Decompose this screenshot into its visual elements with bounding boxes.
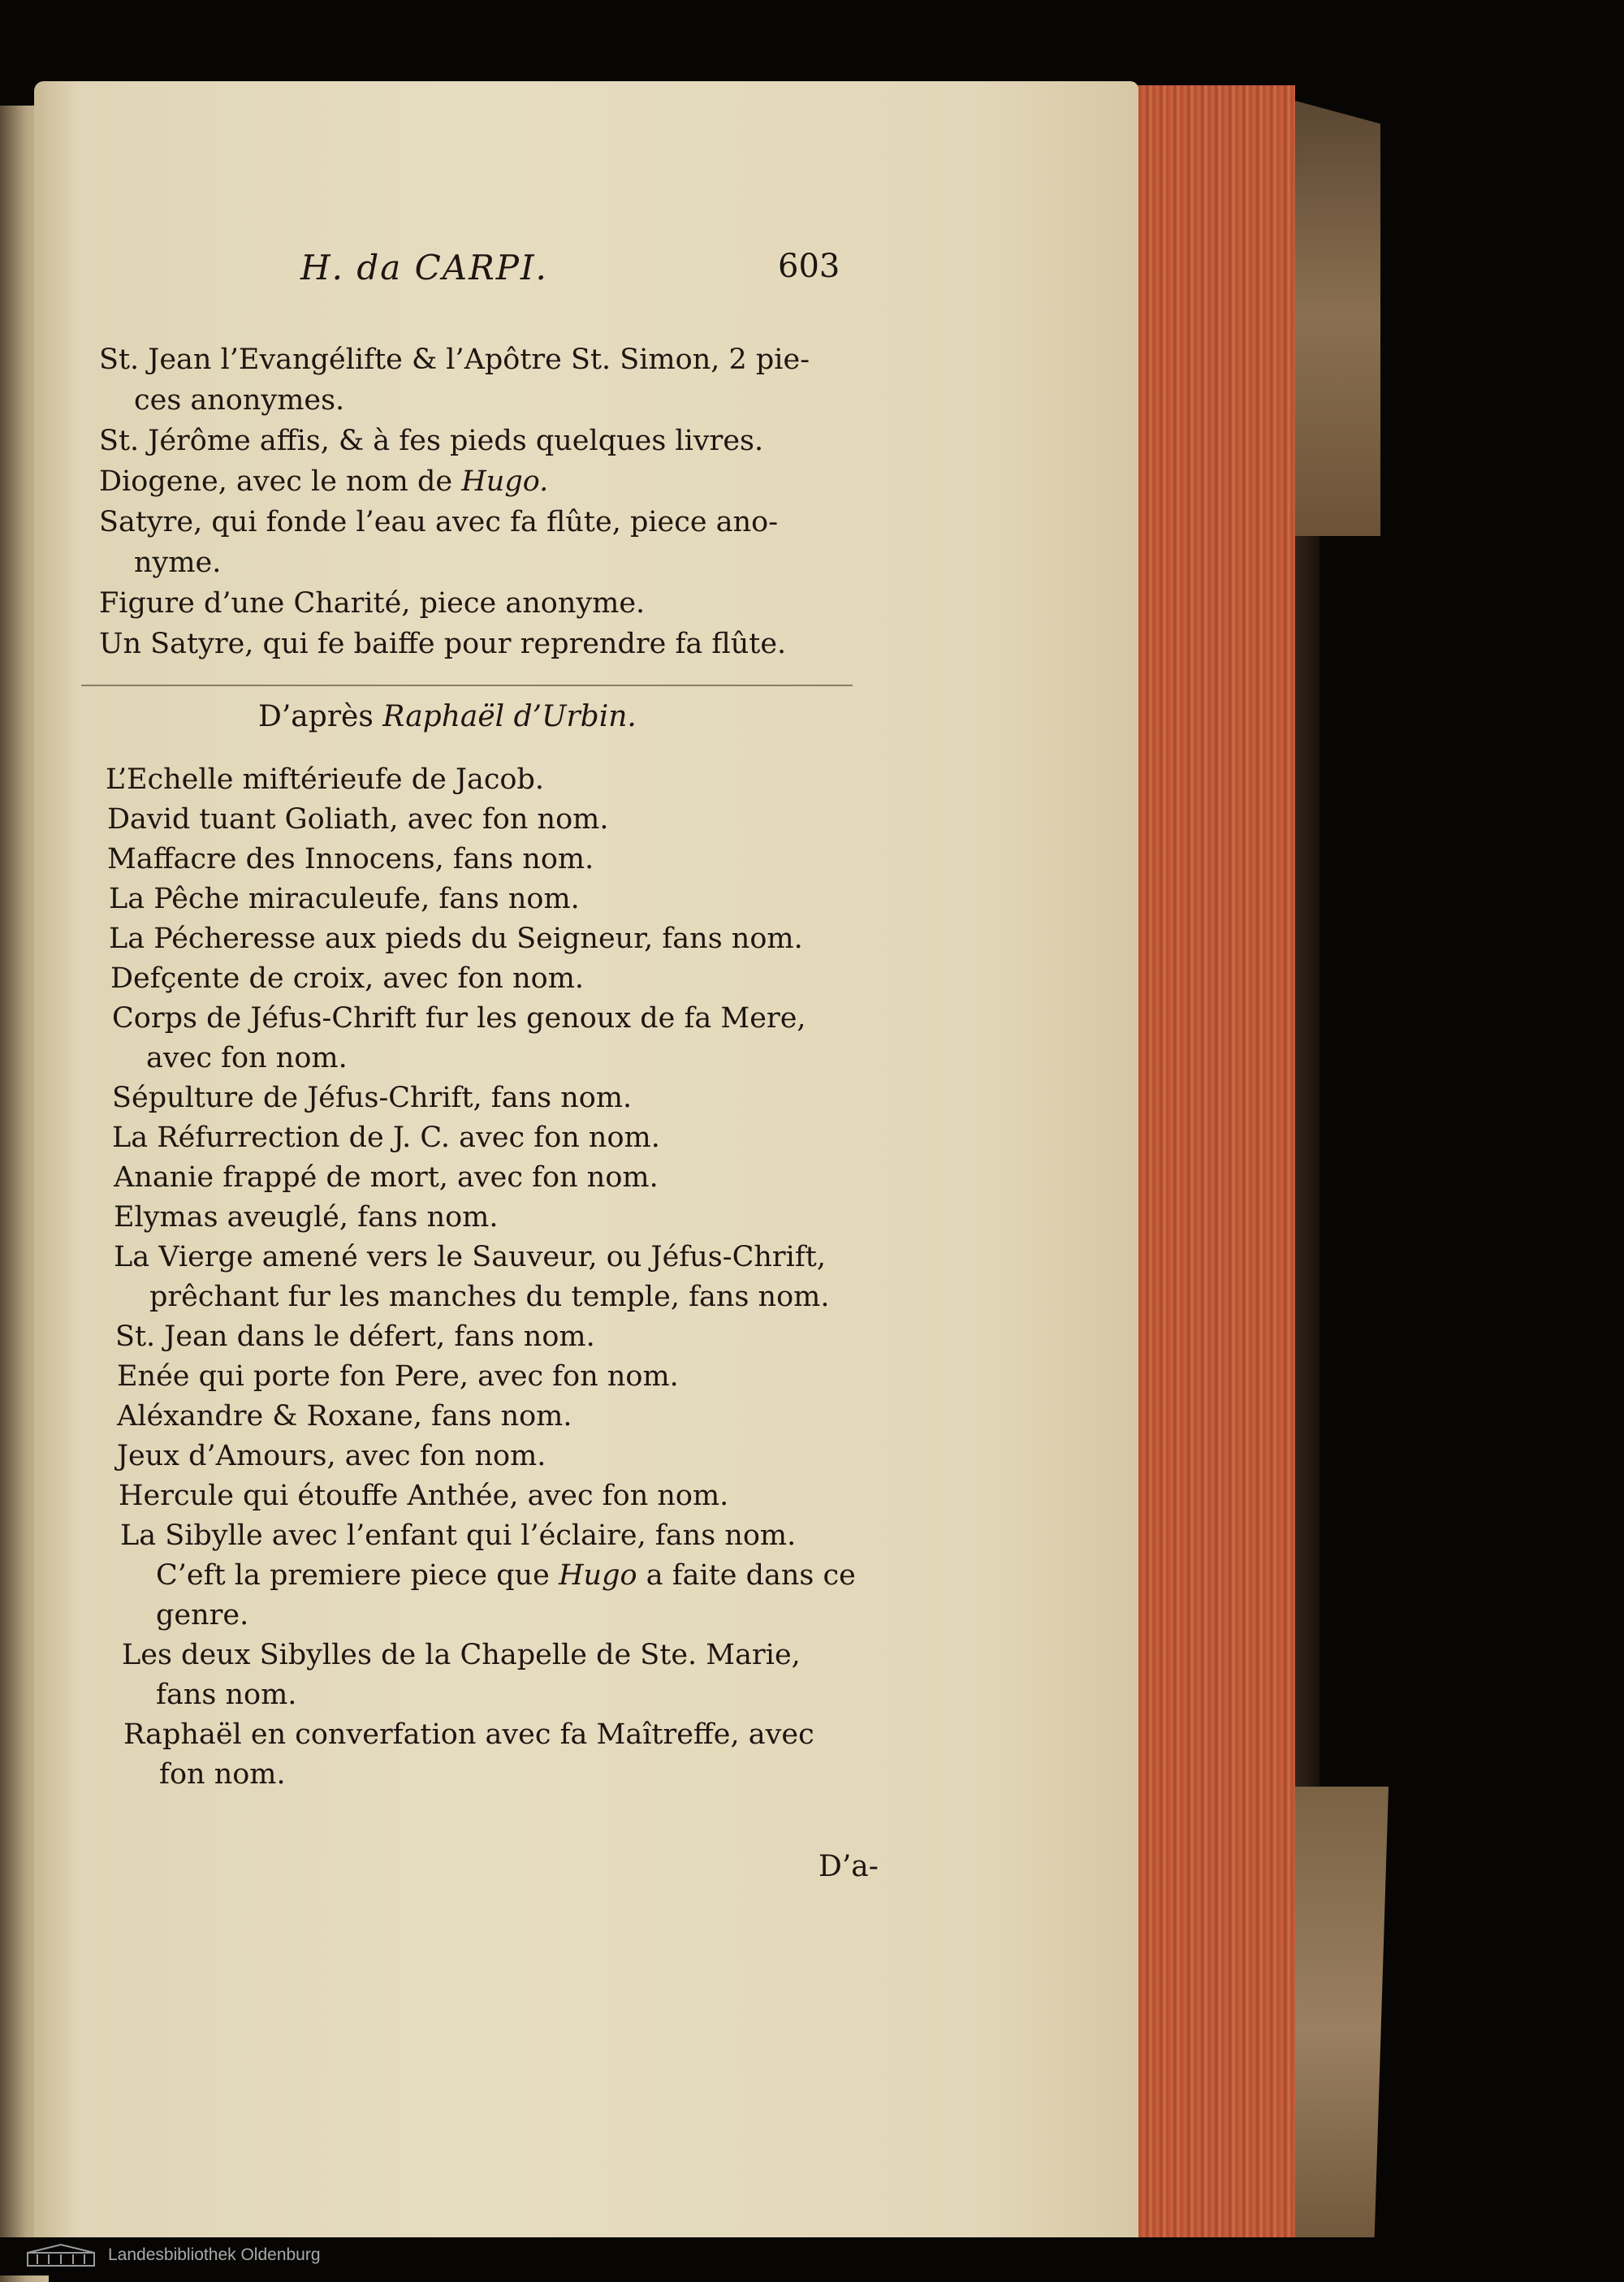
book-cover-lower [1287,1787,1389,2274]
text-line: Defçente de croix, avec fon nom. [110,962,585,995]
text-line: Raphaël en converfation avec fa Maîtreffe, avec [123,1718,814,1751]
text-line: Sépulture de Jéfus-Chrift, fans nom. [112,1082,633,1114]
text-line: La Pécheresse aux pieds du Seigneur, fans nom. [109,923,803,955]
running-head: H. da CARPI. [300,248,548,287]
text-line: prêchant fur les manches du temple, fans nom. [149,1281,830,1313]
text-line: La Vierge amené vers le Sauveur, ou Jéfus-Chrift, [114,1241,826,1273]
page-number: 603 [778,248,840,285]
name-hugo: Hugo. [461,465,549,498]
text-line: David tuant Goliath, avec fon nom. [107,803,609,836]
text-line: Maffacre des Innocens, fans nom. [107,843,594,875]
text-line: Enée qui porte fon Pere, avec fon nom. [117,1360,679,1393]
text-line: La Sibylle avec l’enfant qui l’éclaire, fans nom. [120,1519,797,1552]
section-divider [81,685,853,686]
text-line: fon nom. [159,1758,286,1791]
book-cover-upper [1283,97,1380,536]
text-line: L’Echelle miftérieufe de Jacob. [106,763,545,796]
text-line: avec fon nom. [146,1042,348,1074]
catchword: D’a- [818,1850,879,1883]
name-hugo: Hugo [559,1559,637,1592]
text-line: Corps de Jéfus-Chrift fur les genoux de fa Mere, [112,1002,806,1035]
text-segment: a faite dans ce [646,1559,856,1592]
text-line: ces anonymes. [134,384,345,417]
text-line: fans nom. [156,1679,297,1711]
text-line: St. Jérôme affis, & à fes pieds quelques livres. [99,425,764,457]
text-line: Aléxandre & Roxane, fans nom. [117,1400,572,1433]
text-line: St. Jean l’Evangélifte & l’Apôtre St. Simon, 2 pie- [99,344,810,376]
text-line: Hercule qui étouffe Anthée, avec fon nom. [119,1480,729,1512]
red-page-edges [1112,85,1295,2237]
text-line: Ananie frappé de mort, avec fon nom. [114,1161,659,1194]
text-line: Un Satyre, qui fe baiffe pour reprendre fa flûte. [99,628,787,660]
text-line: Satyre, qui fonde l’eau avec fa flûte, piece ano- [99,506,779,538]
text-segment: Diogene, avec le nom de [99,465,453,498]
section-artist: Raphaël d’Urbin. [382,700,637,733]
text-line: Elymas aveuglé, fans nom. [114,1201,499,1234]
text-line [156,1555,856,1596]
text-line: Figure d’une Charité, piece anonyme. [99,587,646,620]
section-heading [258,700,637,733]
text-line: Les deux Sibylles de la Chapelle de Ste. Marie, [122,1639,801,1671]
text-line: La Pêche miraculeufe, fans nom. [109,883,580,915]
text-line: La Réfurrection de J. C. avec fon nom. [112,1122,660,1154]
text-line: nyme. [134,547,222,579]
text-line [99,461,548,502]
section-prefix: D’après [258,700,374,733]
text-segment: C’eft la premiere piece que [156,1559,550,1592]
library-name: Landesbibliothek Oldenburg [108,2245,321,2264]
text-line: St. Jean dans le défert, fans nom. [115,1320,595,1353]
text-line: Jeux d’Amours, avec fon nom. [117,1440,546,1472]
text-line: genre. [156,1599,249,1632]
library-building-icon [24,2243,97,2267]
